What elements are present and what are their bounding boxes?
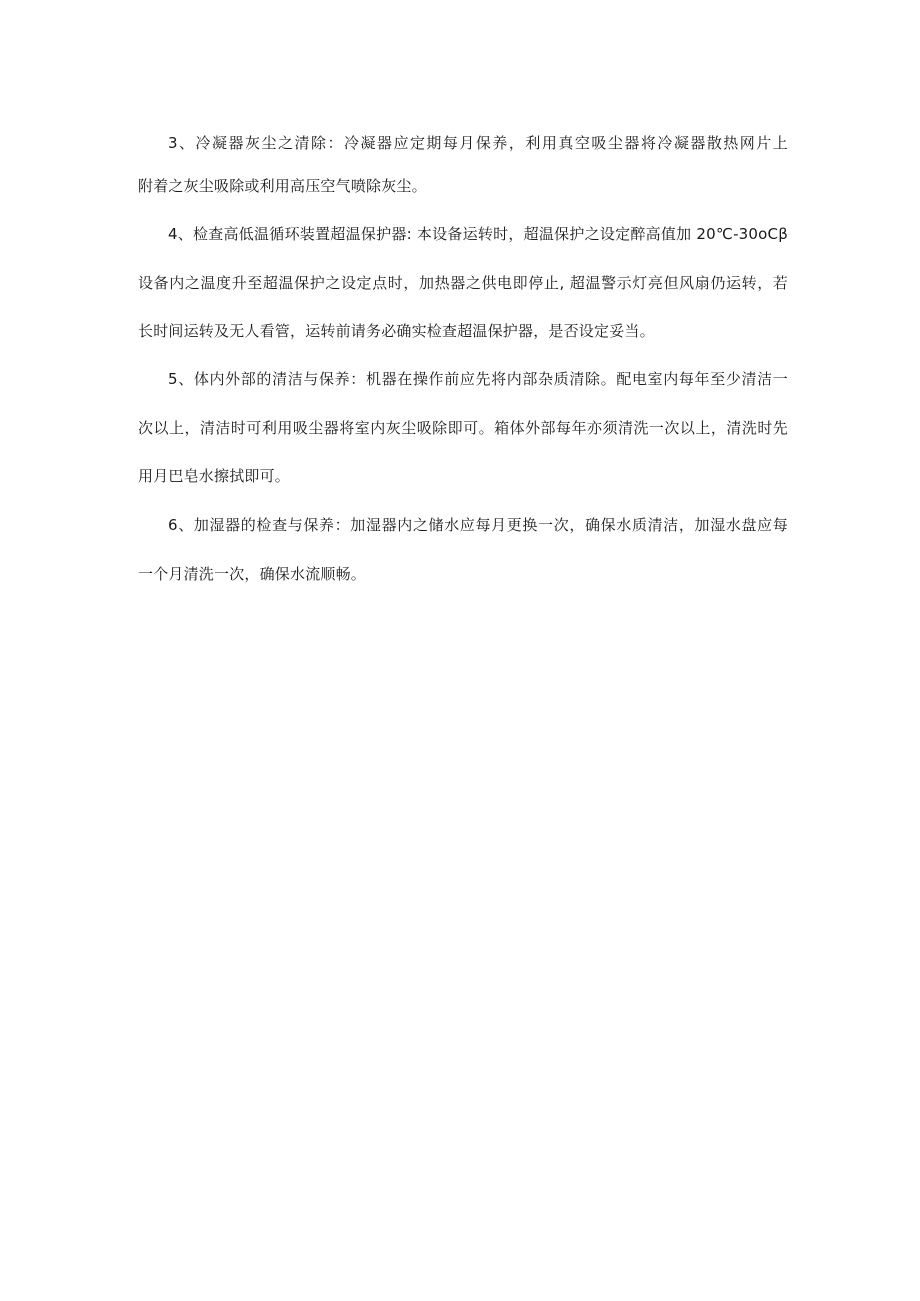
- paragraph-4-line-1: 4、检查高低温循环装置超温保护器: 本设备运转时，超温保护之设定醉高值加 20℃-30oCβ: [168, 225, 788, 243]
- paragraph-3-line-2: 附着之灰尘吸除或利用高压空气喷除灰尘。: [138, 177, 427, 195]
- paragraph-6-line-2: 一个月清洗一次，确保水流顺畅。: [138, 565, 367, 583]
- paragraph-6-line-1: 6、加湿器的检查与保养：加湿器内之储水应每月更换一次，确保水质清洁，加湿水盘应每: [168, 516, 788, 534]
- paragraph-5-line-3: 用月巴皂水擦拭即可。: [138, 467, 291, 485]
- paragraph-5-line-1: 5、体内外部的清洁与保养：机器在操作前应先将内部杂质清除。配电室内每年至少清洁一: [168, 370, 788, 388]
- paragraph-3-line-1: 3、冷凝器灰尘之清除：冷凝器应定期每月保养，利用真空吸尘器将冷凝器散热网片上: [168, 134, 788, 152]
- paragraph-5-line-2: 次以上，清洁时可利用吸尘器将室内灰尘吸除即可。箱体外部每年亦须清洗一次以上，清洗时先: [138, 419, 788, 437]
- paragraph-4-line-3: 长时间运转及无人看管，运转前请务必确实检查超温保护器，是否设定妥当。: [138, 322, 655, 340]
- paragraph-4-line-2: 设备内之温度升至超温保护之设定点时，加热器之供电即停止, 超温警示灯亮但风扇仍运转，若: [138, 274, 788, 292]
